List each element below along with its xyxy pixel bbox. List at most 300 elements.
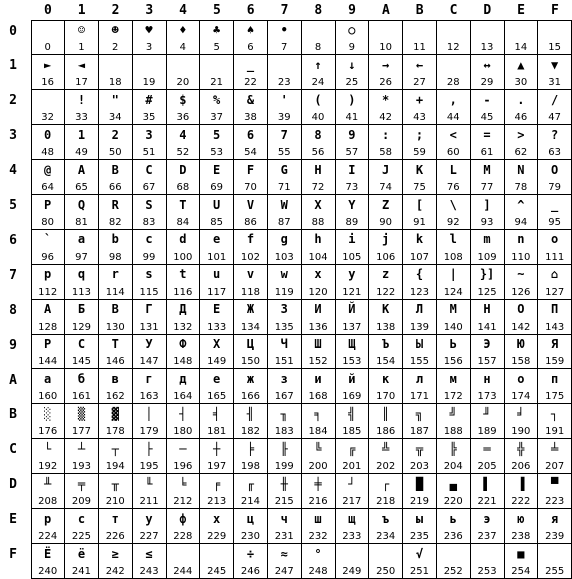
char-code: 108 (443, 251, 463, 263)
char-code: 57 (345, 147, 359, 159)
char-code: 249 (342, 565, 362, 577)
row-header: 6 (9, 232, 17, 248)
char-cell (31, 404, 65, 439)
char-code: 58 (379, 147, 393, 159)
char-code: 28 (446, 77, 460, 89)
char-cell (234, 195, 268, 230)
char-code: 11 (413, 42, 426, 54)
char-code: 184 (308, 426, 328, 438)
char-glyph: е (213, 372, 221, 386)
char-cell (200, 160, 234, 195)
char-cell (470, 55, 504, 90)
char-glyph: Q (77, 197, 86, 212)
char-cell (268, 544, 302, 579)
char-glyph: Ф (179, 337, 187, 352)
char-cell (335, 195, 369, 230)
char-glyph: 2 (111, 127, 119, 142)
char-code: 131 (139, 321, 159, 333)
char-glyph: з (280, 372, 288, 386)
char-code: 31 (548, 77, 562, 89)
row-header: 9 (9, 337, 17, 353)
char-glyph: : (382, 127, 390, 142)
char-code: 73 (345, 181, 359, 193)
char-glyph: ☺ (77, 23, 86, 37)
char-glyph (166, 56, 199, 74)
column-header: 6 (246, 2, 255, 18)
char-glyph: г (145, 372, 153, 386)
char-code: 35 (142, 112, 156, 124)
char-glyph: Й (348, 302, 356, 317)
char-code: 172 (443, 391, 463, 403)
char-code: 152 (308, 356, 328, 368)
char-glyph: Y (348, 197, 356, 212)
char-code: 75 (413, 181, 426, 193)
char-cell (200, 55, 234, 90)
char-code: 202 (376, 461, 396, 473)
char-cell (99, 125, 133, 160)
char-glyph: ○ (348, 23, 356, 37)
char-code: 65 (75, 181, 88, 193)
char-code: 94 (514, 216, 528, 228)
char-glyph: ь (449, 511, 457, 526)
char-cell (301, 544, 335, 579)
char-glyph: ю (517, 511, 525, 526)
char-code: 53 (210, 147, 224, 159)
char-code: 199 (274, 461, 294, 473)
char-cell (200, 439, 234, 474)
char-code: 109 (477, 251, 497, 263)
char-code: 74 (379, 181, 393, 193)
char-code: 235 (409, 530, 429, 542)
char-code: 7 (281, 42, 288, 54)
char-cell (132, 125, 166, 160)
char-cell (369, 20, 403, 55)
char-glyph: # (145, 92, 153, 107)
char-code: 148 (173, 356, 193, 368)
char-cell (538, 299, 572, 334)
char-cell (504, 544, 538, 579)
column-header: B (415, 2, 424, 18)
char-code: 201 (342, 461, 362, 473)
char-code: 87 (277, 216, 291, 228)
char-glyph: д (179, 372, 187, 386)
char-glyph: G (280, 162, 288, 177)
char-cell (166, 404, 200, 439)
char-cell (268, 160, 302, 195)
char-cell (437, 20, 471, 55)
char-code: 166 (240, 391, 260, 403)
char-code: 158 (511, 356, 531, 368)
char-cell (403, 195, 437, 230)
char-glyph: i (348, 232, 356, 247)
char-cell (403, 299, 437, 334)
char-cell (369, 125, 403, 160)
char-cell (403, 55, 437, 90)
char-glyph: q (77, 267, 86, 282)
char-glyph: 6 (246, 127, 255, 142)
char-cell (301, 229, 335, 264)
char-glyph: p (44, 267, 52, 282)
char-code: 144 (38, 356, 58, 368)
char-glyph: м (449, 372, 457, 386)
char-code: 188 (443, 426, 463, 438)
char-code: 208 (38, 496, 58, 508)
char-cell (268, 509, 302, 544)
char-glyph: Ю (517, 337, 525, 352)
char-glyph: L (449, 162, 457, 177)
char-glyph: t (179, 267, 187, 282)
char-code: 132 (173, 321, 193, 333)
char-code: 181 (207, 426, 227, 438)
char-code: 186 (376, 426, 396, 438)
char-code: 125 (477, 286, 497, 298)
char-glyph: + (415, 92, 424, 107)
char-code: 154 (376, 356, 396, 368)
char-code: 174 (511, 391, 531, 403)
row-header: 0 (9, 23, 17, 39)
char-glyph: y (348, 267, 356, 282)
char-code: 39 (277, 112, 291, 124)
column-header: 9 (348, 2, 356, 18)
char-cell (99, 299, 133, 334)
char-code: 218 (376, 496, 396, 508)
char-cell (234, 20, 268, 55)
char-code: 83 (142, 216, 156, 228)
char-glyph: \ (449, 197, 457, 212)
char-code: 79 (548, 181, 562, 193)
char-code: 238 (511, 530, 531, 542)
char-code: 254 (511, 565, 531, 577)
char-glyph: э (483, 511, 491, 526)
char-cell (99, 474, 133, 509)
char-glyph: ц (246, 511, 255, 526)
char-code: 59 (413, 147, 426, 159)
char-glyph: с (77, 511, 86, 526)
column-header: D (483, 2, 492, 18)
char-glyph: ╡ (213, 406, 221, 421)
char-glyph: O (551, 162, 559, 177)
char-cell (31, 299, 65, 334)
char-cell (65, 474, 99, 509)
char-cell (335, 264, 369, 299)
char-cell (538, 125, 572, 160)
char-code: 244 (173, 565, 193, 577)
char-cell (437, 544, 471, 579)
char-cell (65, 369, 99, 404)
char-cell (335, 334, 369, 369)
char-cell (99, 509, 133, 544)
char-code: 140 (443, 321, 463, 333)
char-glyph: А (44, 302, 52, 317)
char-code: 55 (277, 147, 291, 159)
char-glyph: Г (145, 302, 153, 317)
char-cell (65, 90, 99, 125)
char-glyph: и (314, 372, 322, 386)
char-cell (65, 404, 99, 439)
char-glyph: п (551, 372, 559, 386)
char-cell (268, 90, 302, 125)
char-code: 237 (477, 530, 497, 542)
char-code: 122 (376, 286, 396, 298)
char-glyph: О (517, 302, 525, 317)
char-code: 64 (41, 181, 55, 193)
char-code: 169 (342, 391, 362, 403)
char-cell (65, 264, 99, 299)
char-code: 164 (173, 391, 193, 403)
char-cell (132, 90, 166, 125)
char-cell (268, 369, 302, 404)
char-glyph: ▀ (551, 476, 559, 491)
char-glyph: • (280, 23, 288, 37)
char-cell (31, 229, 65, 264)
char-glyph: ╨ (44, 476, 52, 491)
char-cell (538, 229, 572, 264)
char-code: 126 (511, 286, 531, 298)
char-cell (335, 160, 369, 195)
char-cell (504, 439, 538, 474)
char-code: 150 (240, 356, 260, 368)
char-code: 89 (345, 216, 359, 228)
char-cell (268, 20, 302, 55)
char-code: 14 (514, 42, 528, 54)
char-cell (132, 509, 166, 544)
char-cell (335, 404, 369, 439)
char-cell (301, 90, 335, 125)
row-header: 7 (9, 267, 17, 283)
char-cell (437, 404, 471, 439)
char-glyph: F (246, 162, 255, 177)
char-cell (200, 264, 234, 299)
column-header: A (381, 2, 390, 18)
char-cell (65, 334, 99, 369)
char-glyph (99, 56, 132, 74)
char-glyph: = (483, 127, 491, 142)
char-cell (65, 20, 99, 55)
char-glyph: щ (348, 511, 356, 526)
char-glyph: ≤ (145, 546, 153, 561)
char-cell (437, 195, 471, 230)
char-code: 47 (548, 112, 562, 124)
char-glyph (504, 21, 537, 39)
char-cell (268, 299, 302, 334)
char-glyph: 9 (348, 127, 356, 142)
char-cell (301, 125, 335, 160)
char-glyph: ╛ (517, 406, 525, 421)
char-code: 23 (277, 77, 291, 89)
char-glyph: | (449, 267, 457, 282)
char-code: 196 (173, 461, 193, 473)
char-cell (504, 229, 538, 264)
char-code: 222 (511, 496, 531, 508)
char-cell (504, 90, 538, 125)
char-code: 159 (545, 356, 565, 368)
char-code: 86 (244, 216, 257, 228)
char-cell (234, 404, 268, 439)
char-code: 15 (548, 42, 562, 54)
char-code: 106 (376, 251, 396, 263)
char-cell (301, 334, 335, 369)
char-glyph: ╗ (415, 406, 424, 421)
char-cell (166, 299, 200, 334)
column-header: 5 (212, 2, 221, 18)
char-cell (31, 195, 65, 230)
char-code: 52 (176, 147, 190, 159)
char-glyph: _ (246, 57, 255, 72)
char-code: 136 (308, 321, 328, 333)
char-glyph: 1 (77, 127, 86, 142)
char-glyph: ↓ (348, 57, 356, 72)
char-cell (166, 229, 200, 264)
char-glyph: ╢ (246, 406, 255, 421)
char-glyph: 3 (145, 127, 153, 142)
char-code: 38 (244, 112, 257, 124)
char-code: 229 (207, 530, 227, 542)
char-cell (65, 299, 99, 334)
char-code: 243 (139, 565, 159, 577)
char-cell (437, 55, 471, 90)
char-cell (403, 544, 437, 579)
char-code: 195 (139, 461, 159, 473)
char-code: 214 (240, 496, 260, 508)
char-code: 135 (274, 321, 294, 333)
char-code: 230 (240, 530, 260, 542)
char-code: 49 (75, 147, 88, 159)
char-cell (301, 264, 335, 299)
char-cell (200, 474, 234, 509)
char-cell (301, 55, 335, 90)
char-cell (335, 55, 369, 90)
char-glyph: ┐ (551, 406, 559, 421)
char-code: 241 (71, 565, 91, 577)
char-code: 115 (139, 286, 159, 298)
char-code: 22 (244, 77, 257, 89)
char-glyph: Ж (246, 302, 255, 317)
char-glyph: H (314, 162, 322, 177)
char-cell (335, 439, 369, 474)
char-glyph (437, 21, 470, 39)
char-code: 0 (44, 42, 51, 54)
char-glyph: ╠ (449, 441, 457, 456)
char-cell (132, 55, 166, 90)
char-code: 146 (105, 356, 125, 368)
char-glyph (538, 21, 571, 39)
char-glyph: ♥ (145, 23, 153, 37)
char-code: 203 (409, 461, 429, 473)
char-code: 176 (38, 426, 58, 438)
char-cell (301, 369, 335, 404)
char-glyph: I (348, 162, 356, 177)
char-code: 8 (314, 42, 322, 54)
char-cell (369, 404, 403, 439)
char-cell (132, 474, 166, 509)
char-cell (65, 55, 99, 90)
char-code: 165 (207, 391, 227, 403)
char-cell (234, 369, 268, 404)
char-glyph: └ (44, 441, 52, 456)
char-cell (470, 404, 504, 439)
char-code: 137 (342, 321, 362, 333)
char-cell (31, 160, 65, 195)
char-glyph: [ (415, 197, 424, 212)
char-glyph: P (44, 197, 52, 212)
char-glyph: ╓ (246, 476, 255, 491)
char-cell (437, 264, 471, 299)
char-code: 123 (409, 286, 429, 298)
char-glyph: / (551, 92, 559, 107)
char-code: 24 (311, 77, 325, 89)
char-glyph: к (382, 372, 390, 386)
char-cell (166, 439, 200, 474)
char-code: 116 (173, 286, 193, 298)
char-cell (369, 90, 403, 125)
char-cell (200, 544, 234, 579)
char-cell (200, 195, 234, 230)
char-cell (31, 509, 65, 544)
char-glyph: b (111, 232, 119, 247)
char-glyph: ] (483, 197, 491, 212)
char-cell (369, 55, 403, 90)
char-code: 138 (376, 321, 396, 333)
char-glyph: ▼ (551, 57, 559, 72)
char-code: 103 (274, 251, 294, 263)
char-cell (132, 439, 166, 474)
char-cell (403, 264, 437, 299)
char-glyph: U (213, 197, 221, 212)
char-cell (200, 90, 234, 125)
char-cell (234, 474, 268, 509)
char-code: 194 (105, 461, 125, 473)
char-glyph: 5 (213, 127, 221, 142)
char-code: 143 (545, 321, 565, 333)
char-code: 220 (443, 496, 463, 508)
char-glyph: Ш (314, 337, 322, 352)
row-header: 5 (9, 198, 17, 213)
row-header: 4 (9, 163, 17, 179)
char-glyph: Ъ (382, 337, 390, 352)
char-glyph: у (145, 511, 153, 526)
char-glyph: E (213, 162, 221, 177)
char-cell (166, 544, 200, 579)
char-cell (369, 229, 403, 264)
char-glyph: m (483, 232, 491, 247)
char-glyph: N (517, 162, 525, 177)
char-glyph: 8 (314, 127, 322, 142)
char-code: 56 (311, 147, 325, 159)
char-cell (470, 195, 504, 230)
char-glyph: ё (77, 546, 86, 561)
char-cell (99, 160, 133, 195)
char-code: 1 (78, 42, 85, 54)
char-code: 215 (274, 496, 294, 508)
column-header: 1 (77, 2, 86, 18)
char-cell (538, 90, 572, 125)
char-cell (335, 90, 369, 125)
char-code: 155 (409, 356, 429, 368)
char-cell (31, 20, 65, 55)
column-header: F (550, 2, 559, 18)
row-header: 8 (9, 302, 17, 318)
char-glyph (335, 545, 368, 563)
char-code: 129 (71, 321, 91, 333)
char-code: 98 (108, 251, 122, 263)
char-glyph: н (483, 372, 491, 386)
grid-left-border (31, 20, 32, 578)
column-header: 3 (145, 2, 154, 18)
char-cell (268, 439, 302, 474)
char-glyph: e (213, 232, 221, 247)
char-code: 211 (139, 496, 159, 508)
char-code: 119 (274, 286, 294, 298)
